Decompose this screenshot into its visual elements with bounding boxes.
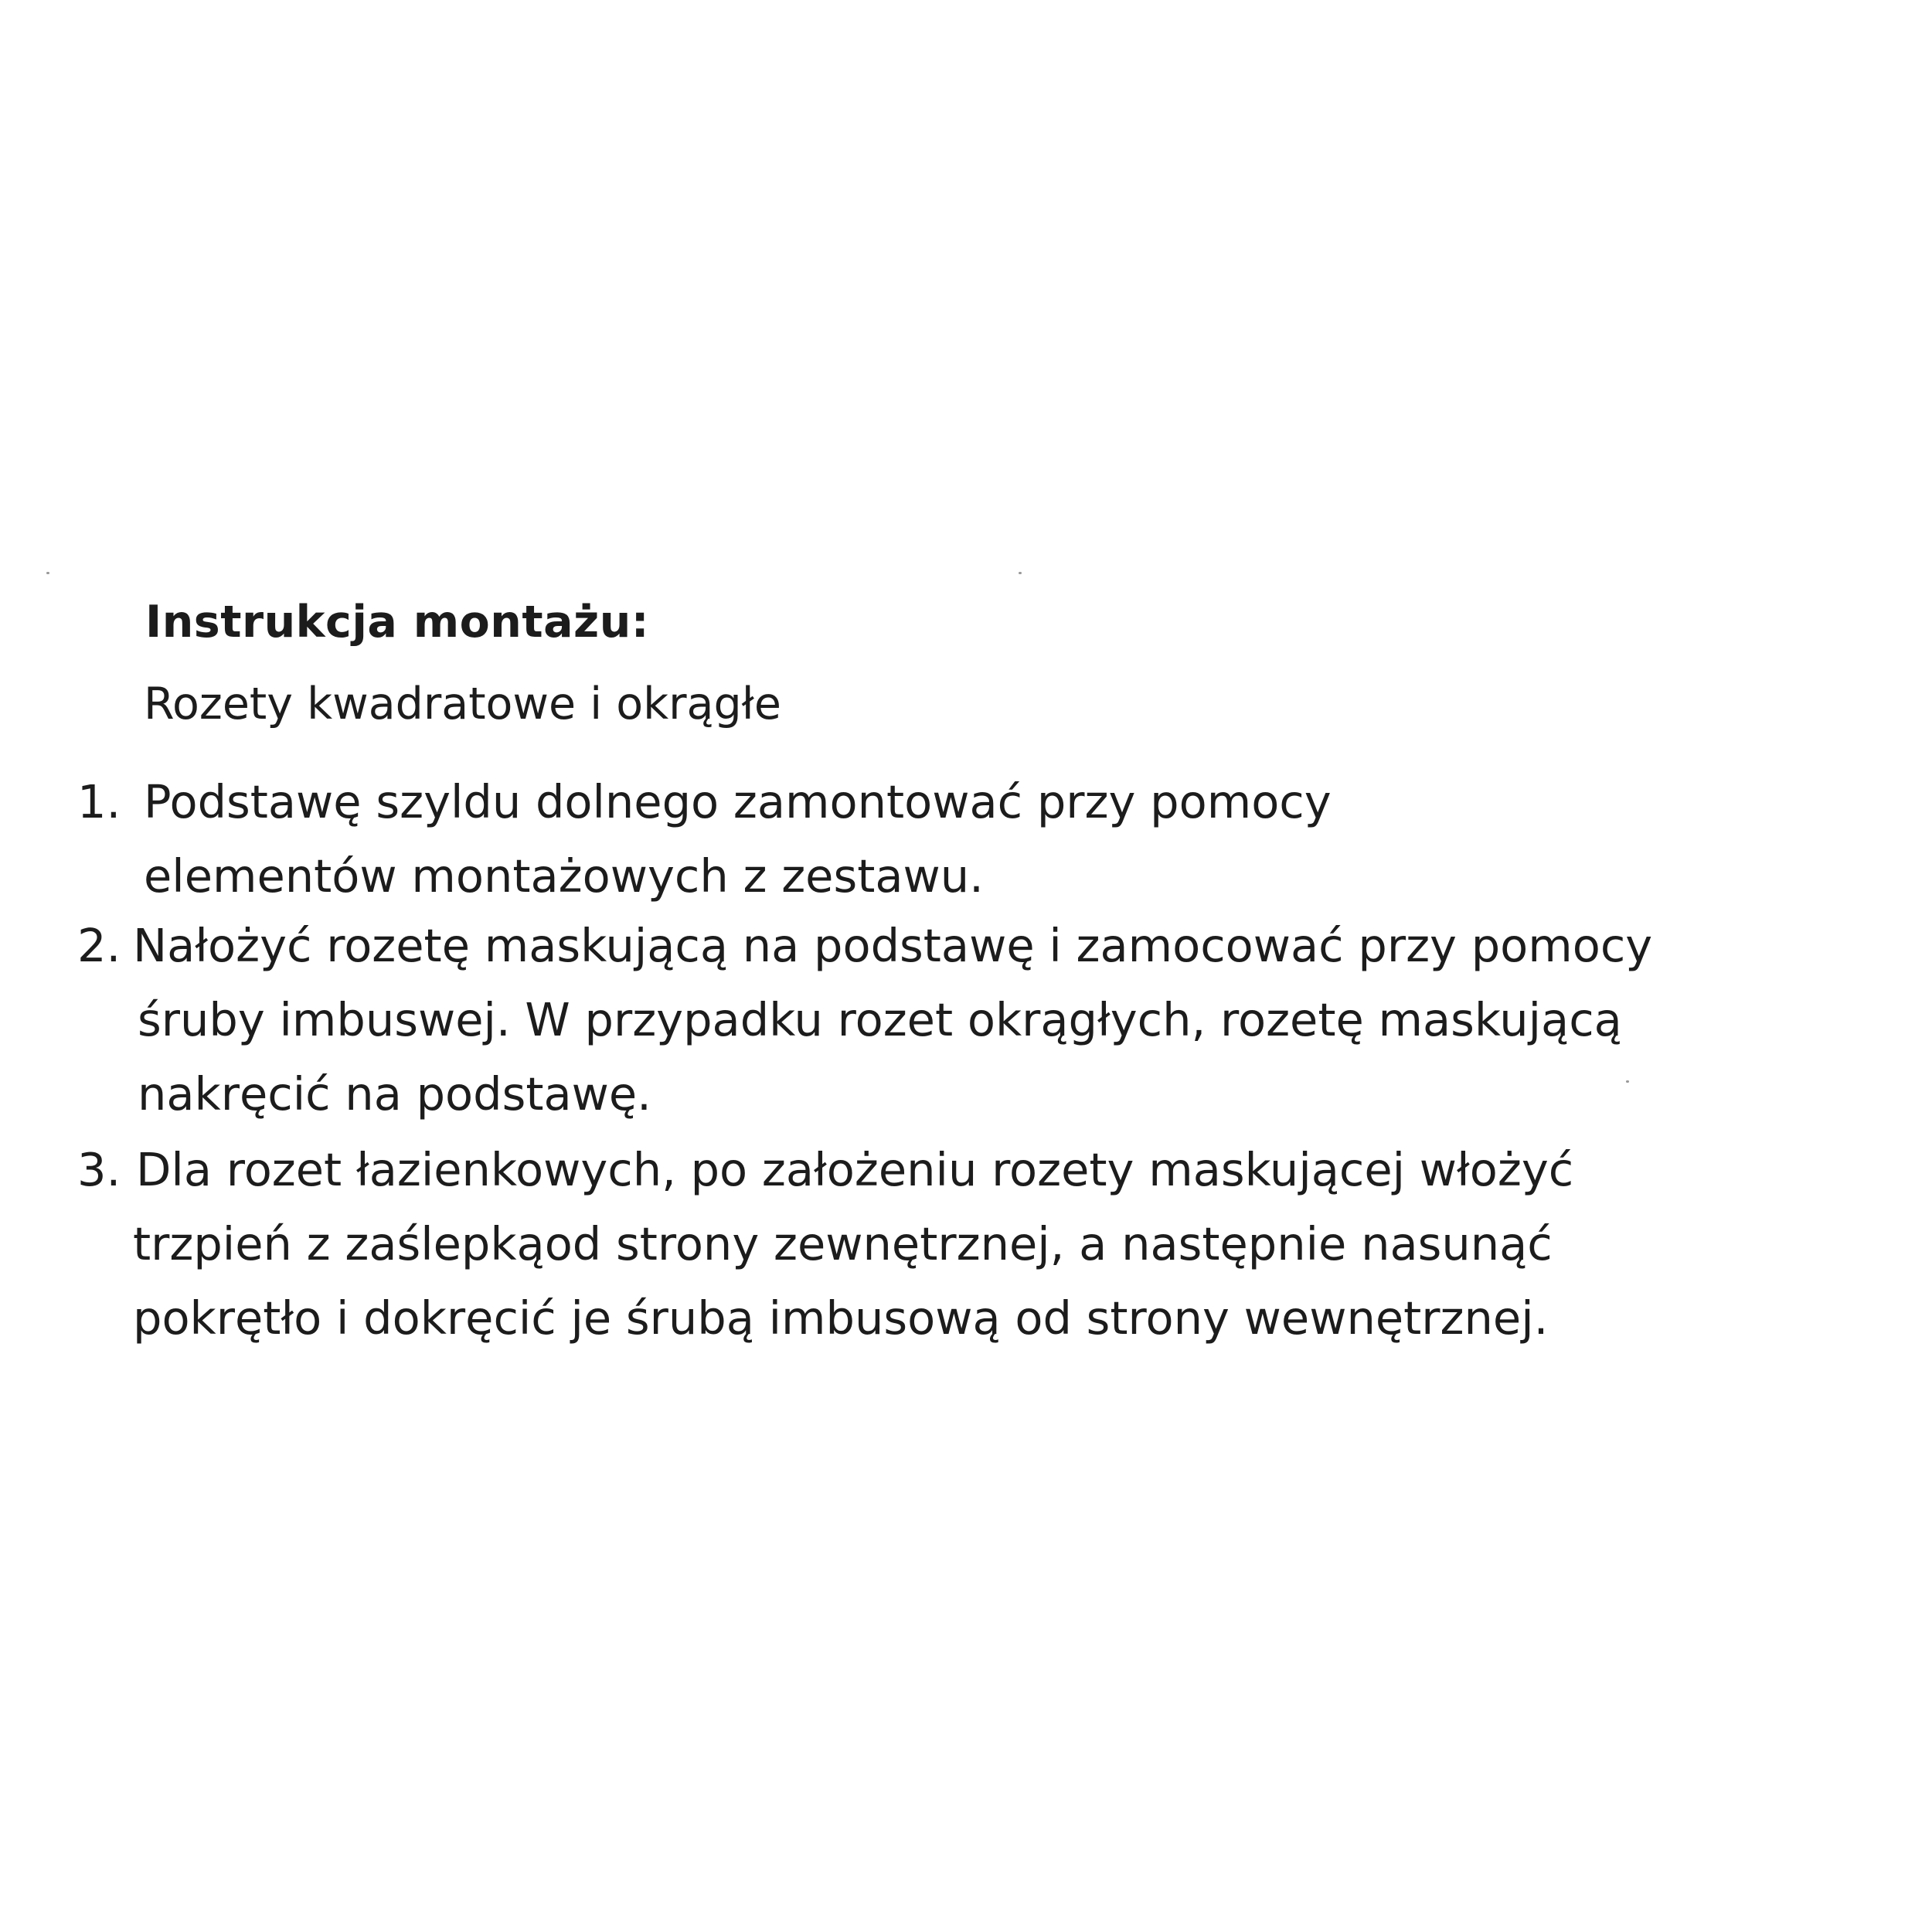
step-number: 3. (77, 1143, 121, 1196)
instruction-step-3 (77, 1133, 1839, 1365)
instruction-step-2 (77, 909, 1839, 1141)
step-line: trzpień z zaślepkąod strony zewnętrznej, a następnie nasunąć (133, 1217, 1553, 1270)
step-number: 2. (77, 919, 121, 972)
document-subtitle: Rozety kwadratowe i okrągłe (144, 679, 781, 730)
step-line: elementów montażowych z zestawu. (144, 849, 984, 903)
step-line: Podstawę szyldu dolnego zamontować przy pomocy (144, 775, 1332, 828)
step-line: Dla rozet łazienkowych, po założeniu rozety maskującej włożyć (136, 1143, 1574, 1196)
step-line: nakręcić na podstawę. (138, 1067, 651, 1121)
scan-speck (1626, 1080, 1629, 1083)
step-line: śruby imbuswej. W przypadku rozet okrągłych, rozetę maskującą (138, 993, 1622, 1046)
step-line: Nałożyć rozetę maskującą na podstawę i zamocować przy pomocy (133, 919, 1653, 972)
document-title: Instrukcja montażu: (145, 597, 650, 648)
scan-speck (1019, 572, 1022, 574)
step-line: pokrętło i dokręcić je śrubą imbusową od strony wewnętrznej. (133, 1291, 1549, 1345)
step-number: 1. (77, 775, 121, 828)
scan-speck (46, 572, 49, 574)
instruction-step-1 (77, 765, 1499, 920)
